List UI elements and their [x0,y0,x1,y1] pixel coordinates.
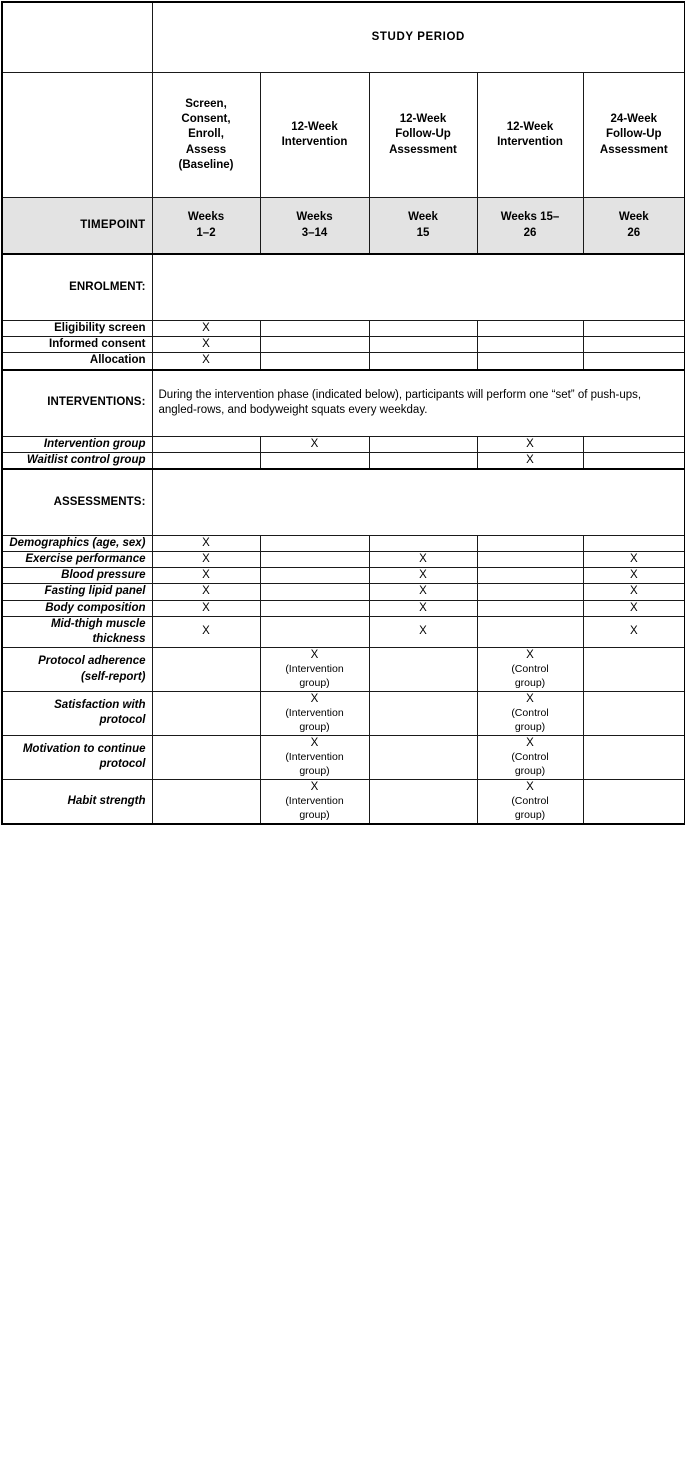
section-heading-row [2,370,685,437]
section-heading-spacer-3 [152,469,685,536]
cell-empty [260,452,369,469]
cell-marked [369,616,477,647]
cell-marked [369,600,477,616]
table-row [2,616,685,647]
x-mark: X [629,553,638,566]
section-heading-3: ASSESSMENTS: [2,469,152,536]
text-line: Assess [185,143,227,156]
spirit-schedule-figure [0,1,685,1464]
timepoint-label-cell: TIMEPOINT [2,198,152,255]
cell-empty [369,436,477,452]
text-line: Follow-Up [605,128,662,141]
text-line: 3–14 [301,226,328,239]
text-line: 12-Week [291,120,338,133]
cell-note-line: (Intervention [285,794,344,807]
x-mark: X [202,601,210,614]
cell-marked [369,552,477,568]
study-period-header: STUDY PERIOD [152,2,685,73]
cell-empty [583,452,685,469]
timepoint-value-4 [477,198,583,255]
cell-marked [152,535,260,551]
cell-empty [369,735,477,779]
cell-marked [477,436,583,452]
cell-marked [260,648,369,692]
cell-empty [369,452,477,469]
text-line: Assessment [599,143,668,156]
row-label: Informed consent [2,337,152,353]
row-label: Fasting lipid panel [2,584,152,600]
x-mark: X [526,453,534,466]
x-mark: X [526,437,534,450]
column-header-5 [583,73,685,198]
cell-marked [583,616,685,647]
row-label: Eligibility screen [2,321,152,337]
x-mark: X [629,625,638,638]
text-line: Week [618,211,649,224]
text-line: 12-Week [399,113,447,126]
table-row [2,600,685,616]
cell-marked [152,616,260,647]
section-heading-2: INTERVENTIONS: [2,370,152,437]
x-mark: X [419,601,427,614]
cell-empty [583,691,685,735]
cell-note-line: (Control [511,707,549,720]
x-mark: X [526,649,534,662]
x-mark: X [629,601,638,614]
table-row [2,552,685,568]
row-label: Blood pressure [2,568,152,584]
cell-marked [477,735,583,779]
cell-marked [260,691,369,735]
row-label: Motivation to continue protocol [2,735,152,779]
cell-note-line: group) [514,808,546,821]
cell-marked [583,600,685,616]
table-row [2,735,685,779]
x-mark: X [310,692,319,705]
cell-empty [260,552,369,568]
table-row [2,568,685,584]
row-label: Waitlist control group [2,452,152,469]
x-mark: X [526,692,534,705]
cell-empty [477,535,583,551]
x-mark: X [202,553,210,566]
cell-marked [369,584,477,600]
text-line: Enroll, [188,128,224,141]
text-line: 15 [416,226,430,239]
cell-marked [477,779,583,823]
text-line: (Baseline) [178,158,234,171]
cell-empty [583,779,685,823]
cell-empty [583,735,685,779]
text-line: Screen, [185,98,227,111]
cell-note-line: (Intervention [285,663,344,676]
cell-empty [152,452,260,469]
cell-note-line: group) [514,764,546,777]
cell-note-line: (Intervention [285,751,344,764]
cell-empty [260,353,369,370]
section-heading-spacer-1 [152,254,685,321]
cell-note-line: group) [299,764,330,777]
table-row [2,353,685,370]
x-mark: X [629,569,638,582]
x-mark: X [526,780,534,793]
text-line: Intervention [497,136,563,148]
cell-empty [583,436,685,452]
cell-empty [369,353,477,370]
cell-empty [583,353,685,370]
cell-marked [260,436,369,452]
cell-empty [477,321,583,337]
column-header-row [2,73,685,198]
x-mark: X [419,553,427,566]
cell-empty [477,616,583,647]
interventions-description: During the intervention phase (indicated below), participants will perform one “set” of push-ups, angled-rows, and bodyweight squats every weekday. [152,370,685,437]
cell-marked [583,584,685,600]
cell-marked [477,452,583,469]
row-label: Demographics (age, sex) [2,535,152,551]
row-label: Mid-thigh muscle thickness [2,616,152,647]
cell-empty [260,535,369,551]
cell-empty [152,735,260,779]
spirit-schedule-table [1,1,685,825]
x-mark: X [526,736,534,749]
row-label: Exercise performance [2,552,152,568]
x-mark: X [310,649,319,662]
x-mark: X [202,354,210,367]
cell-note-line: (Control [511,794,549,807]
cell-empty [477,353,583,370]
text-line: 26 [523,226,537,239]
cell-empty [260,584,369,600]
cell-empty [369,779,477,823]
cell-empty [260,600,369,616]
table-row [2,691,685,735]
cell-marked [152,337,260,353]
text-line: Follow-Up [395,128,451,141]
text-line: Weeks [296,211,333,224]
cell-note-line: group) [299,808,330,821]
column-header-2 [260,73,369,198]
cell-note-line: (Control [511,751,549,764]
row-label: Protocol adherence (self-report) [2,648,152,692]
cell-marked [260,779,369,823]
cell-empty [152,648,260,692]
text-line: 26 [627,226,641,239]
cell-empty [369,337,477,353]
cell-marked [152,568,260,584]
table-row [2,321,685,337]
text-line: Assessment [389,143,457,156]
cell-empty [477,600,583,616]
timepoint-row [2,198,685,255]
cell-note-line: group) [514,677,546,690]
x-mark: X [419,585,427,598]
column-header-1 [152,73,260,198]
text-line: Week [408,211,438,224]
cell-marked [152,600,260,616]
row-label: Habit strength [2,779,152,823]
timepoint-value-1 [152,198,260,255]
row-label: Satisfaction with protocol [2,691,152,735]
cell-empty [260,616,369,647]
cell-note-line: group) [299,720,330,733]
corner-blank-cell [2,2,152,73]
cell-marked [152,353,260,370]
cell-marked [369,568,477,584]
row-label: Body composition [2,600,152,616]
x-mark: X [202,322,210,334]
text-line: 24-Week [610,113,657,126]
cell-marked [477,648,583,692]
table-row [2,584,685,600]
column-header-3 [369,73,477,198]
x-mark: X [419,569,427,582]
cell-empty [369,648,477,692]
x-mark: X [310,736,319,749]
text-line: 12-Week [506,120,554,133]
cell-empty [477,337,583,353]
text-line: 1–2 [196,226,216,239]
cell-marked [260,735,369,779]
text-line: Intervention [281,136,348,148]
cell-empty [369,321,477,337]
column-header-blank-cell [2,73,152,198]
cell-empty [477,568,583,584]
study-period-row [2,2,685,73]
cell-note-line: group) [299,677,330,690]
timepoint-value-3 [369,198,477,255]
cell-empty [477,584,583,600]
cell-marked [152,584,260,600]
cell-empty [583,321,685,337]
cell-note-line: (Control [511,663,549,676]
table-row [2,779,685,823]
x-mark: X [202,625,210,638]
section-heading-row [2,469,685,536]
cell-note-line: group) [514,720,546,733]
x-mark: X [202,338,210,351]
x-mark: X [629,585,638,598]
cell-note-line: (Intervention [285,707,344,720]
cell-empty [152,779,260,823]
x-mark: X [202,569,210,582]
cell-empty [583,535,685,551]
section-heading-1: ENROLMENT: [2,254,152,321]
cell-marked [152,321,260,337]
cell-empty [583,337,685,353]
x-mark: X [419,625,427,638]
x-mark: X [202,585,210,598]
column-header-4 [477,73,583,198]
timepoint-value-5 [583,198,685,255]
cell-empty [260,568,369,584]
table-row [2,337,685,353]
cell-empty [583,648,685,692]
x-mark: X [310,780,319,793]
cell-marked [152,552,260,568]
row-label: Intervention group [2,436,152,452]
cell-empty [260,321,369,337]
section-heading-row [2,254,685,321]
timepoint-value-2 [260,198,369,255]
text-line: Weeks 15– [500,211,560,224]
table-row [2,648,685,692]
cell-empty [152,691,260,735]
cell-marked [583,552,685,568]
table-row [2,535,685,551]
cell-empty [152,436,260,452]
table-row [2,452,685,469]
text-line: Consent, [181,113,231,126]
cell-marked [477,691,583,735]
cell-marked [583,568,685,584]
cell-empty [369,691,477,735]
cell-empty [477,552,583,568]
cell-empty [260,337,369,353]
table-body [2,2,685,824]
row-label: Allocation [2,353,152,370]
table-row [2,436,685,452]
text-line: Weeks [187,211,225,224]
x-mark: X [202,536,210,549]
x-mark: X [310,437,319,450]
cell-empty [369,535,477,551]
